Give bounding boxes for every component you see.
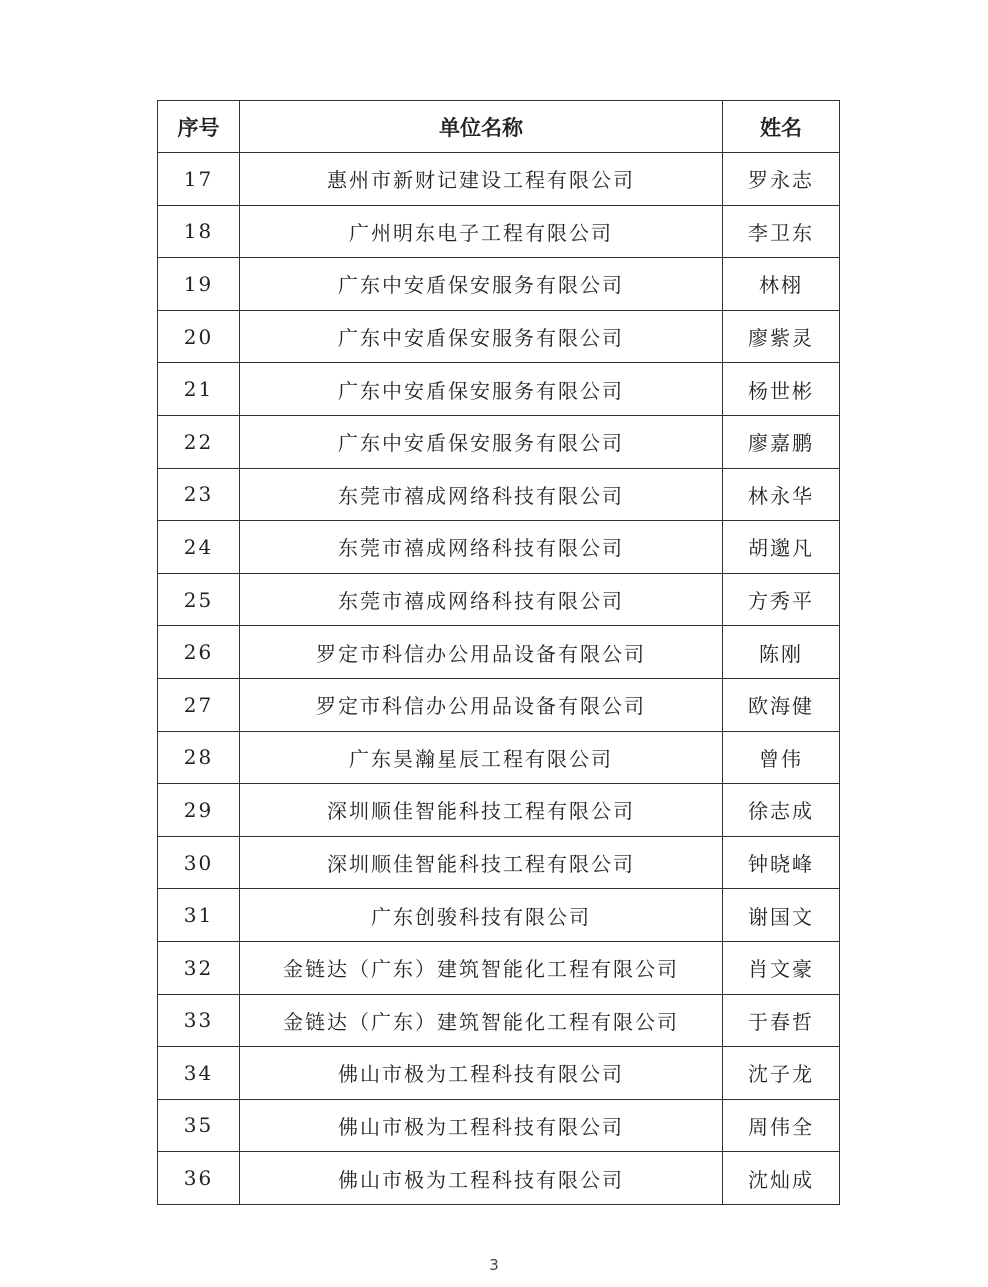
person-name-cell: 钟晓峰 — [723, 836, 840, 889]
unit-name-cell: 东莞市禧成网络科技有限公司 — [240, 468, 723, 521]
unit-name-cell: 东莞市禧成网络科技有限公司 — [240, 521, 723, 574]
person-name-cell: 曾伟 — [723, 731, 840, 784]
serial-number-cell: 32 — [158, 941, 240, 994]
unit-name-cell: 金链达（广东）建筑智能化工程有限公司 — [240, 994, 723, 1047]
serial-number-cell: 35 — [158, 1099, 240, 1152]
header-person-name: 姓名 — [723, 101, 840, 153]
serial-number-cell: 27 — [158, 678, 240, 731]
roster-table — [157, 100, 840, 1205]
unit-name-cell: 东莞市禧成网络科技有限公司 — [240, 573, 723, 626]
serial-number-cell: 20 — [158, 310, 240, 363]
serial-number-cell: 30 — [158, 836, 240, 889]
unit-name-cell: 罗定市科信办公用品设备有限公司 — [240, 626, 723, 679]
unit-name-cell: 佛山市极为工程科技有限公司 — [240, 1099, 723, 1152]
serial-number-cell: 34 — [158, 1047, 240, 1100]
serial-number-cell: 17 — [158, 153, 240, 206]
serial-number-cell: 29 — [158, 784, 240, 837]
person-name-cell: 徐志成 — [723, 784, 840, 837]
table-row — [158, 678, 840, 731]
person-name-cell: 林永华 — [723, 468, 840, 521]
person-name-cell: 杨世彬 — [723, 363, 840, 416]
person-name-cell: 沈子龙 — [723, 1047, 840, 1100]
serial-number-cell: 26 — [158, 626, 240, 679]
table-row — [158, 941, 840, 994]
person-name-cell: 陈刚 — [723, 626, 840, 679]
unit-name-cell: 广东中安盾保安服务有限公司 — [240, 363, 723, 416]
header-unit-name: 单位名称 — [240, 101, 723, 153]
serial-number-cell: 36 — [158, 1152, 240, 1205]
unit-name-cell: 广东中安盾保安服务有限公司 — [240, 258, 723, 311]
person-name-cell: 周伟全 — [723, 1099, 840, 1152]
unit-name-cell: 广州明东电子工程有限公司 — [240, 205, 723, 258]
table-row — [158, 626, 840, 679]
table-row — [158, 573, 840, 626]
unit-name-cell: 金链达（广东）建筑智能化工程有限公司 — [240, 941, 723, 994]
person-name-cell: 肖文豪 — [723, 941, 840, 994]
unit-name-cell: 惠州市新财记建设工程有限公司 — [240, 153, 723, 206]
person-name-cell: 罗永志 — [723, 153, 840, 206]
person-name-cell: 沈灿成 — [723, 1152, 840, 1205]
serial-number-cell: 18 — [158, 205, 240, 258]
unit-name-cell: 广东中安盾保安服务有限公司 — [240, 415, 723, 468]
unit-name-cell: 广东创骏科技有限公司 — [240, 889, 723, 942]
table-row — [158, 836, 840, 889]
table-row — [158, 1152, 840, 1205]
table-row — [158, 1047, 840, 1100]
unit-name-cell: 佛山市极为工程科技有限公司 — [240, 1047, 723, 1100]
table-row — [158, 415, 840, 468]
person-name-cell: 李卫东 — [723, 205, 840, 258]
table-row — [158, 521, 840, 574]
header-serial-number: 序号 — [158, 101, 240, 153]
page-number: 3 — [489, 1256, 499, 1274]
table-row — [158, 310, 840, 363]
serial-number-cell: 33 — [158, 994, 240, 1047]
table-row — [158, 258, 840, 311]
serial-number-cell: 19 — [158, 258, 240, 311]
unit-name-cell: 深圳顺佳智能科技工程有限公司 — [240, 784, 723, 837]
table-row — [158, 994, 840, 1047]
person-name-cell: 胡邈凡 — [723, 521, 840, 574]
table-row — [158, 784, 840, 837]
serial-number-cell: 24 — [158, 521, 240, 574]
serial-number-cell: 25 — [158, 573, 240, 626]
person-name-cell: 方秀平 — [723, 573, 840, 626]
table-row — [158, 889, 840, 942]
unit-name-cell: 罗定市科信办公用品设备有限公司 — [240, 678, 723, 731]
table-row — [158, 153, 840, 206]
serial-number-cell: 31 — [158, 889, 240, 942]
person-name-cell: 廖紫灵 — [723, 310, 840, 363]
table-row — [158, 363, 840, 416]
person-name-cell: 林栩 — [723, 258, 840, 311]
table-row — [158, 205, 840, 258]
unit-name-cell: 广东昊瀚星辰工程有限公司 — [240, 731, 723, 784]
person-name-cell: 欧海健 — [723, 678, 840, 731]
unit-name-cell: 佛山市极为工程科技有限公司 — [240, 1152, 723, 1205]
table-body — [158, 153, 840, 1205]
unit-name-cell: 广东中安盾保安服务有限公司 — [240, 310, 723, 363]
table-header-row — [158, 101, 840, 153]
person-name-cell: 于春哲 — [723, 994, 840, 1047]
table-row — [158, 1099, 840, 1152]
person-name-cell: 廖嘉鹏 — [723, 415, 840, 468]
table-row — [158, 468, 840, 521]
serial-number-cell: 21 — [158, 363, 240, 416]
table-row — [158, 731, 840, 784]
person-name-cell: 谢国文 — [723, 889, 840, 942]
serial-number-cell: 23 — [158, 468, 240, 521]
serial-number-cell: 28 — [158, 731, 240, 784]
unit-name-cell: 深圳顺佳智能科技工程有限公司 — [240, 836, 723, 889]
serial-number-cell: 22 — [158, 415, 240, 468]
